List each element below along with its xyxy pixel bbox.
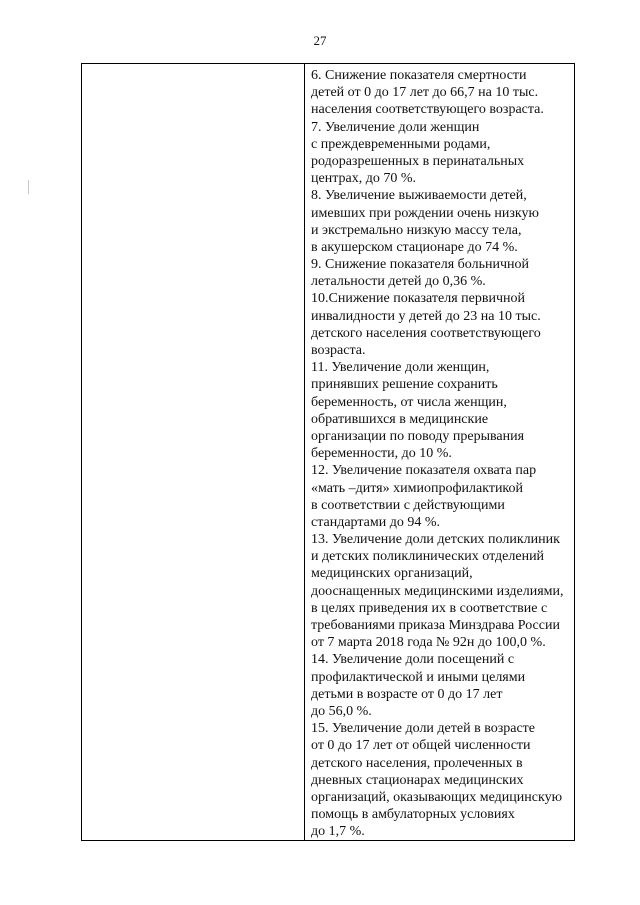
text-line: в акушерском стационаре до 74 %. xyxy=(311,239,518,255)
text-line: летальности детей до 0,36 %. xyxy=(311,274,486,290)
text-line: профилактической и иными целями xyxy=(311,669,526,685)
text-line: в соответствии с действующими xyxy=(311,497,505,513)
text-line: до 1,7 %. xyxy=(311,824,365,840)
text-line: детей от 0 до 17 лет до 66,7 на 10 тыс. xyxy=(311,85,539,101)
text-line: детского населения, пролеченных в xyxy=(311,755,523,771)
text-line: родоразрешенных в перинатальных xyxy=(311,153,525,169)
text-line: 9. Снижение показателя больничной xyxy=(311,257,529,273)
table-right-cell xyxy=(305,64,574,840)
text-line: 12. Увеличение показателя охвата пар xyxy=(311,463,537,479)
table-left-cell xyxy=(82,64,305,840)
text-line: стандартами до 94 %. xyxy=(311,514,441,530)
text-line: 8. Увеличение выживаемости детей, xyxy=(311,188,527,204)
text-line: беременности, до 10 %. xyxy=(311,446,452,462)
text-line: 7. Увеличение доли женщин xyxy=(311,119,480,135)
text-line: центрах, до 70 %. xyxy=(311,171,416,187)
text-line: от 0 до 17 лет от общей численности xyxy=(311,738,531,754)
text-line: принявших решение сохранить xyxy=(311,377,498,393)
text-line: 15. Увеличение доли детей в возрасте xyxy=(311,721,535,737)
text-line: дооснащенных медицинскими изделиями, xyxy=(311,583,564,599)
text-line: 6. Снижение показателя смертности xyxy=(311,68,527,83)
text-line: дневных стационарах медицинских xyxy=(311,772,524,788)
text-line: в целях приведения их в соответствие с xyxy=(311,600,548,616)
text-line: беременность, от числа женщин, xyxy=(311,394,507,410)
text-line: «мать –дитя» химиопрофилактикой xyxy=(311,480,524,496)
text-line: детского населения соответствующего xyxy=(311,325,541,341)
text-line: 14. Увеличение доли посещений с xyxy=(311,652,515,668)
results-table xyxy=(81,63,575,841)
text-line: и детских поликлинических отделений xyxy=(311,549,545,565)
text-line: имевших при рождении очень низкую xyxy=(311,205,539,221)
scan-artifact xyxy=(28,180,29,194)
text-line: и экстремально низкую массу тела, xyxy=(311,222,522,238)
text-line: обратившихся в медицинские xyxy=(311,411,489,427)
text-line: возраста. xyxy=(311,343,366,358)
text-line: организации по поводу прерывания xyxy=(311,428,525,444)
page-number: 27 xyxy=(313,33,327,48)
text-line: инвалидности у детей до 23 на 10 тыс. xyxy=(311,308,541,324)
text-line: организаций, оказывающих медицинскую xyxy=(311,789,563,805)
text-line: 11. Увеличение доли женщин, xyxy=(311,360,490,376)
text-line: от 7 марта 2018 года № 92н до 100,0 %. xyxy=(311,635,546,651)
text-line: детьми в возрасте от 0 до 17 лет xyxy=(311,686,503,702)
text-line: медицинских организаций, xyxy=(311,566,473,582)
text-line: помощь в амбулаторных условиях xyxy=(311,807,515,823)
text-line: населения соответствующего возраста. xyxy=(311,102,544,118)
text-line: до 56,0 %. xyxy=(311,703,372,719)
text-line: с преждевременными родами, xyxy=(311,136,491,152)
text-line: требованиями приказа Минздрава России xyxy=(311,618,560,633)
text-line: 10.Снижение показателя первичной xyxy=(311,291,525,307)
text-line: 13. Увеличение доли детских поликлиник xyxy=(311,532,560,548)
